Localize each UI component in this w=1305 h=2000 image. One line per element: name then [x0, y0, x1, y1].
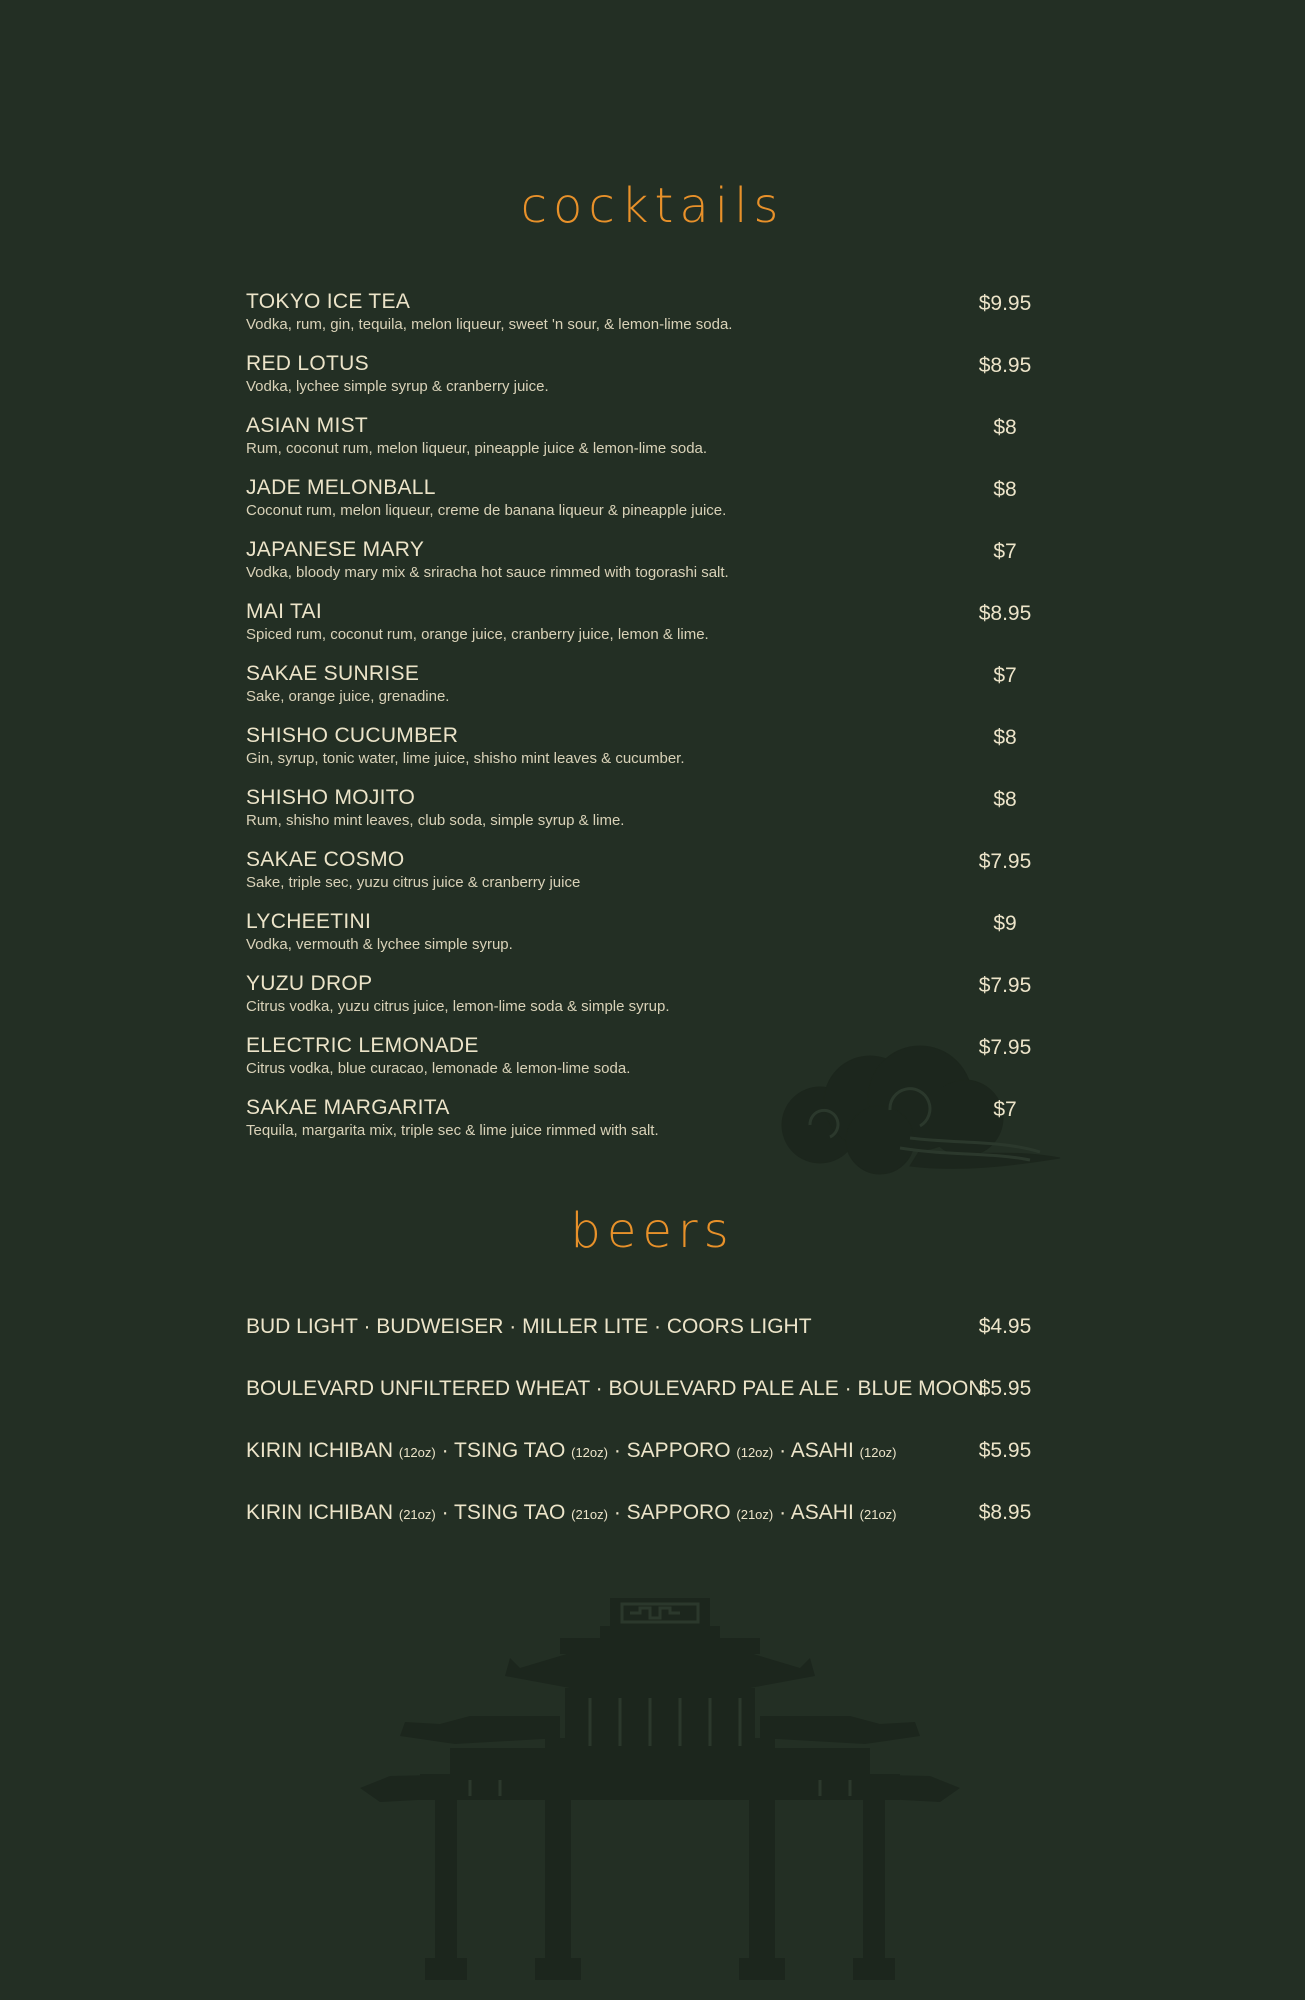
cocktail-name: RED LOTUS	[246, 352, 369, 375]
beer-size: (12oz)	[859, 1445, 897, 1460]
cocktail-description: Citrus vodka, yuzu citrus juice, lemon-lime soda & simple syrup.	[246, 998, 670, 1015]
list-item	[246, 289, 1046, 351]
cocktail-price: $8	[993, 726, 1017, 749]
cocktail-name: TOKYO ICE TEA	[246, 290, 411, 313]
cocktail-name: LYCHEETINI	[246, 910, 372, 933]
cocktail-description: Vodka, rum, gin, tequila, melon liqueur, sweet 'n sour, & lemon-lime soda.	[246, 316, 733, 333]
cocktail-description: Vodka, lychee simple syrup & cranberry juice.	[246, 378, 549, 395]
beer-row-imported-21oz	[246, 1499, 1046, 1561]
list-item	[246, 599, 1046, 661]
cocktail-name: ASIAN MIST	[246, 414, 369, 437]
cocktail-price: $7.95	[978, 1036, 1032, 1059]
beer-name: SAPPORO	[626, 1501, 731, 1524]
list-item	[246, 909, 1046, 971]
list-item	[246, 1095, 1046, 1157]
list-item	[246, 661, 1046, 723]
cocktail-description: Rum, shisho mint leaves, club soda, simple syrup & lime.	[246, 812, 625, 829]
cocktail-name: YUZU DROP	[246, 972, 373, 995]
list-item	[246, 413, 1046, 475]
cocktail-price: $7	[993, 664, 1017, 687]
cocktail-price: $8.95	[978, 354, 1032, 377]
beer-price: $4.95	[978, 1315, 1032, 1338]
cocktail-price: $7	[993, 540, 1017, 563]
cocktail-name: SHISHO CUCUMBER	[246, 724, 459, 747]
cocktail-name: ELECTRIC LEMONADE	[246, 1034, 479, 1057]
separator: ·	[779, 1501, 787, 1524]
beer-row-imported-12oz	[246, 1437, 1046, 1499]
cocktail-name: SHISHO MOJITO	[246, 786, 416, 809]
list-item	[246, 537, 1046, 599]
cocktail-description: Spiced rum, coconut rum, orange juice, cranberry juice, lemon & lime.	[246, 626, 709, 643]
cocktail-name: JAPANESE MARY	[246, 538, 425, 561]
cocktail-description: Citrus vodka, blue curacao, lemonade & lemon-lime soda.	[246, 1060, 631, 1077]
beer-price: $5.95	[978, 1439, 1032, 1462]
beer-size: (12oz)	[736, 1445, 774, 1460]
beer-name: ASAHI	[790, 1439, 854, 1462]
beers-heading: beers	[570, 1203, 735, 1259]
beer-name: ASAHI	[790, 1501, 854, 1524]
list-item	[246, 1033, 1046, 1095]
cocktail-name: SAKAE COSMO	[246, 848, 405, 871]
cocktail-description: Sake, triple sec, yuzu citrus juice & cranberry juice	[246, 874, 581, 891]
beer-size: (21oz)	[398, 1507, 436, 1522]
cocktail-description: Sake, orange juice, grenadine.	[246, 688, 450, 705]
beer-name: TSING TAO	[454, 1501, 566, 1524]
separator: ·	[613, 1439, 621, 1462]
cocktail-description: Tequila, margarita mix, triple sec & lime juice rimmed with salt.	[246, 1122, 659, 1139]
beer-price: $8.95	[978, 1501, 1032, 1524]
list-item	[246, 351, 1046, 413]
cocktail-price: $7.95	[978, 974, 1032, 997]
cocktail-name: SAKAE SUNRISE	[246, 662, 420, 685]
cocktail-price: $9	[993, 912, 1017, 935]
separator: ·	[441, 1439, 449, 1462]
list-item	[246, 971, 1046, 1033]
list-item	[246, 723, 1046, 785]
beer-size: (21oz)	[571, 1507, 608, 1522]
beer-name: KIRIN ICHIBAN	[246, 1439, 394, 1462]
cocktail-price: $8	[993, 416, 1017, 439]
cocktail-description: Rum, coconut rum, melon liqueur, pineapple juice & lemon-lime soda.	[246, 440, 708, 457]
beer-names: BOULEVARD UNFILTERED WHEAT · BOULEVARD PALE ALE · BLUE MOON	[246, 1377, 984, 1400]
cocktail-description: Gin, syrup, tonic water, lime juice, shisho mint leaves & cucumber.	[246, 750, 685, 767]
beer-list	[246, 1313, 1046, 1561]
list-item	[246, 847, 1046, 909]
gate-silhouette-icon	[360, 1598, 960, 1980]
beer-size: (21oz)	[736, 1507, 774, 1522]
list-item	[246, 475, 1046, 537]
cocktail-description: Vodka, bloody mary mix & sriracha hot sauce rimmed with togorashi salt.	[246, 564, 729, 581]
beer-size: (12oz)	[398, 1445, 436, 1460]
beer-size: (21oz)	[859, 1507, 897, 1522]
list-item	[246, 785, 1046, 847]
cocktail-list	[246, 289, 1046, 1157]
beer-name: SAPPORO	[626, 1439, 731, 1462]
cocktail-name: MAI TAI	[246, 600, 322, 623]
cocktail-description: Vodka, vermouth & lychee simple syrup.	[246, 936, 513, 953]
cocktail-price: $9.95	[978, 292, 1032, 315]
cocktail-name: JADE MELONBALL	[246, 476, 436, 499]
cocktail-price: $8.95	[978, 602, 1032, 625]
separator: ·	[441, 1501, 449, 1524]
cocktail-price: $8	[993, 478, 1017, 501]
beer-row-craft	[246, 1375, 1046, 1437]
beer-price: $5.95	[978, 1377, 1032, 1400]
separator: ·	[779, 1439, 787, 1462]
cocktails-heading: cocktails	[520, 178, 785, 234]
cocktail-name: SAKAE MARGARITA	[246, 1096, 450, 1119]
cocktail-price: $7.95	[978, 850, 1032, 873]
cocktail-price: $7	[993, 1098, 1017, 1121]
separator: ·	[613, 1501, 621, 1524]
beer-name: KIRIN ICHIBAN	[246, 1501, 394, 1524]
cocktail-description: Coconut rum, melon liqueur, creme de banana liqueur & pineapple juice.	[246, 502, 727, 519]
beer-names: BUD LIGHT · BUDWEISER · MILLER LITE · COORS LIGHT	[246, 1315, 812, 1338]
beer-size: (12oz)	[571, 1445, 608, 1460]
cocktail-price: $8	[993, 788, 1017, 811]
beer-row-domestic	[246, 1313, 1046, 1375]
beer-name: TSING TAO	[454, 1439, 566, 1462]
